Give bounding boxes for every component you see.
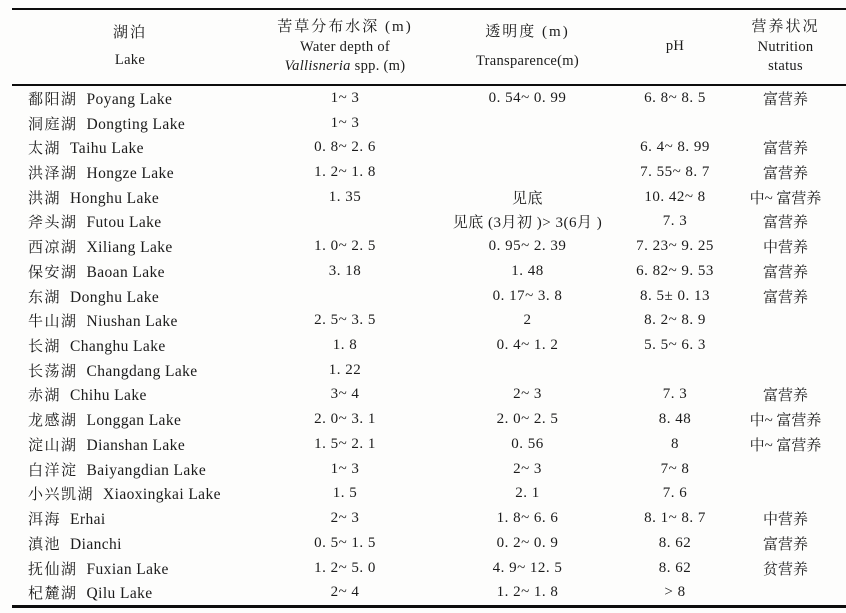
- cell-nutrition-status: 中~ 富营养: [749, 437, 822, 454]
- lake-name-zh: 滇池: [28, 536, 62, 553]
- column-header-depth-en1: Water depth of: [300, 38, 390, 55]
- cell-water-depth: 0. 5~ 1. 5: [314, 534, 376, 551]
- cell-transparence: 4. 9~ 12. 5: [492, 559, 563, 576]
- cell-water-depth: 1. 22: [328, 361, 362, 378]
- lake-name-zh: 淀山湖: [28, 437, 78, 454]
- cell-lake-name: [0, 384, 260, 405]
- column-header-depth: [260, 10, 430, 84]
- cell-nutrition-status: 贫营养: [762, 561, 808, 578]
- lake-name-en: Baiyangdian Lake: [86, 461, 207, 479]
- cell-lake-name: [0, 360, 260, 381]
- cell-transparence: 见底 (3月初 )> 3(6月 ): [452, 215, 603, 232]
- lake-name-zh: 鄱阳湖: [28, 91, 78, 108]
- cell-ph: 6. 4~ 8. 99: [640, 139, 710, 156]
- cell-transparence: 1. 2~ 1. 8: [496, 584, 559, 601]
- lake-name-zh: 洱海: [28, 512, 62, 529]
- cell-lake-name: [0, 459, 260, 480]
- table-row: [0, 259, 846, 284]
- cell-water-depth: 3. 18: [328, 262, 362, 279]
- column-header-nutrition: [725, 10, 846, 84]
- column-header-depth-genus: Vallisneria: [284, 58, 351, 75]
- cell-lake-name: [0, 88, 260, 109]
- cell-transparence: 2. 0~ 2. 5: [496, 411, 559, 428]
- cell-ph: 7. 3: [662, 386, 688, 403]
- lake-name-en: Niushan Lake: [86, 313, 178, 331]
- lake-name-zh: 斧头湖: [28, 215, 78, 232]
- column-header-depth-zh: 苦草分布水深 (m): [277, 19, 413, 36]
- lake-name-zh: 牛山湖: [28, 314, 78, 331]
- cell-nutrition-status: 富营养: [762, 215, 808, 232]
- cell-ph: 8. 62: [658, 534, 692, 551]
- cell-transparence: 0. 95~ 2. 39: [488, 238, 567, 255]
- cell-water-depth: 0. 8~ 2. 6: [314, 139, 376, 156]
- cell-transparence: 0. 54~ 0. 99: [488, 89, 567, 106]
- cell-nutrition-status: 富营养: [762, 141, 808, 158]
- cell-ph: 7. 6: [662, 485, 688, 502]
- cell-water-depth: 2. 0~ 3. 1: [314, 411, 376, 428]
- lake-name-zh: 洪泽湖: [28, 166, 78, 183]
- table-row: [0, 284, 846, 309]
- lake-name-zh: 保安湖: [28, 264, 78, 281]
- table-body: [0, 86, 846, 605]
- table-row: [0, 308, 846, 333]
- cell-transparence: 1. 48: [511, 262, 544, 279]
- cell-water-depth: 1. 5: [332, 485, 358, 502]
- cell-transparence: 0. 2~ 0. 9: [496, 534, 559, 551]
- cell-ph: 8. 2~ 8. 9: [644, 312, 706, 329]
- cell-lake-name: [0, 113, 260, 134]
- cell-ph: 5. 5~ 6. 3: [644, 337, 706, 354]
- lake-name-zh: 白洋淀: [28, 462, 78, 479]
- cell-lake-name: [0, 483, 260, 504]
- table-row: [0, 383, 846, 408]
- table-row: [0, 333, 846, 358]
- cell-water-depth: 2~ 3: [330, 510, 360, 527]
- cell-water-depth: 1. 2~ 5. 0: [314, 559, 376, 576]
- lake-name-en: Changdang Lake: [86, 362, 198, 380]
- cell-ph: 8. 62: [658, 559, 692, 576]
- lake-name-zh: 赤湖: [28, 388, 62, 405]
- table-row: [0, 531, 846, 556]
- table-header-row: [0, 10, 846, 84]
- cell-lake-name: [0, 211, 260, 232]
- column-header-transparence-en: Transparence(m): [475, 53, 579, 70]
- cell-water-depth: 1~ 3: [330, 460, 360, 477]
- cell-lake-name: [0, 335, 260, 356]
- lake-name-en: Dianchi: [70, 535, 122, 553]
- lake-name-en: Xiaoxingkai Lake: [103, 486, 221, 504]
- table-row: [0, 135, 846, 160]
- cell-ph: 7. 55~ 8. 7: [640, 164, 710, 181]
- lake-name-zh: 长湖: [28, 339, 62, 356]
- lake-name-zh: 小兴凯湖: [28, 487, 95, 504]
- column-header-transparence: [430, 10, 625, 84]
- cell-transparence: 0. 17~ 3. 8: [492, 287, 563, 304]
- cell-nutrition-status: 中~ 富营养: [749, 190, 822, 207]
- lake-name-en: Qilu Lake: [86, 585, 153, 603]
- lake-name-en: Xiliang Lake: [86, 239, 173, 257]
- cell-water-depth: 1~ 3: [330, 89, 360, 106]
- cell-lake-name: [0, 236, 260, 257]
- table-row: [0, 407, 846, 432]
- cell-nutrition-status: 富营养: [762, 289, 808, 306]
- column-header-lake-en: Lake: [114, 52, 146, 69]
- table-row: [0, 432, 846, 457]
- column-header-nutrition-zh: 营养状况: [751, 19, 820, 36]
- table-row: [0, 185, 846, 210]
- lake-name-en: Changhu Lake: [70, 338, 166, 356]
- cell-ph: 7~ 8: [660, 460, 690, 477]
- cell-ph: 10. 42~ 8: [644, 188, 706, 205]
- lake-name-en: Erhai: [70, 511, 106, 529]
- cell-transparence: 1. 8~ 6. 6: [496, 510, 559, 527]
- cell-lake-name: [0, 533, 260, 554]
- cell-lake-name: [0, 508, 260, 529]
- lake-name-en: Dongting Lake: [86, 115, 186, 133]
- lake-name-zh: 长荡湖: [28, 363, 78, 380]
- cell-ph: 7. 3: [662, 213, 688, 230]
- column-header-lake-zh: 湖泊: [112, 25, 147, 42]
- cell-nutrition-status: 富营养: [762, 91, 808, 108]
- cell-ph: 6. 8~ 8. 5: [644, 89, 706, 106]
- cell-ph: > 8: [664, 584, 686, 601]
- cell-ph: 8: [671, 435, 679, 452]
- lake-name-en: Poyang Lake: [86, 90, 173, 108]
- cell-water-depth: 1~ 3: [330, 114, 360, 131]
- lake-name-zh: 杞麓湖: [28, 586, 78, 603]
- lake-name-zh: 抚仙湖: [28, 561, 78, 578]
- lake-name-zh: 东湖: [28, 289, 62, 306]
- table-row: [0, 234, 846, 259]
- table-row: [0, 556, 846, 581]
- cell-ph: 6. 82~ 9. 53: [636, 262, 714, 279]
- column-header-transparence-zh: 透明度 (m): [485, 24, 570, 41]
- column-header-nutrition-en2: status: [768, 58, 803, 75]
- lake-name-en: Futou Lake: [86, 214, 162, 232]
- column-header-nutrition-en1: Nutrition: [757, 38, 814, 55]
- cell-nutrition-status: 富营养: [762, 166, 808, 183]
- cell-transparence: 2: [523, 312, 532, 329]
- cell-lake-name: [0, 187, 260, 208]
- lake-name-en: Baoan Lake: [86, 263, 165, 281]
- cell-lake-name: [0, 162, 260, 183]
- cell-water-depth: 1. 8: [332, 337, 358, 354]
- lake-name-en: Taihu Lake: [70, 140, 144, 158]
- cell-nutrition-status: 中营养: [762, 512, 808, 529]
- table-row: [0, 506, 846, 531]
- table-bottom-rule: [12, 605, 846, 608]
- cell-lake-name: [0, 137, 260, 158]
- cell-water-depth: 2~ 4: [330, 584, 360, 601]
- cell-transparence: 2~ 3: [513, 460, 542, 477]
- lake-name-zh: 太湖: [28, 141, 62, 158]
- table-row: [0, 482, 846, 507]
- cell-lake-name: [0, 558, 260, 579]
- lake-name-zh: 洪湖: [28, 190, 62, 207]
- lake-name-en: Fuxian Lake: [86, 560, 169, 578]
- cell-lake-name: [0, 261, 260, 282]
- cell-transparence: 0. 56: [511, 435, 544, 452]
- table-row: [0, 457, 846, 482]
- cell-ph: 8. 1~ 8. 7: [644, 510, 706, 527]
- cell-water-depth: 1. 2~ 1. 8: [314, 164, 376, 181]
- cell-water-depth: 2. 5~ 3. 5: [314, 312, 376, 329]
- cell-transparence: 0. 4~ 1. 2: [496, 337, 559, 354]
- cell-ph: 8. 48: [658, 411, 692, 428]
- table-row: [0, 580, 846, 605]
- table-row: [0, 210, 846, 235]
- lake-name-en: Longgan Lake: [86, 412, 182, 430]
- cell-transparence: 2. 1: [515, 485, 540, 502]
- column-header-ph-label: pH: [665, 38, 685, 55]
- column-header-ph: [625, 10, 725, 84]
- lake-name-zh: 西凉湖: [28, 240, 78, 257]
- lake-name-zh: 洞庭湖: [28, 116, 78, 133]
- cell-lake-name: [0, 286, 260, 307]
- cell-ph: 7. 23~ 9. 25: [636, 238, 714, 255]
- cell-lake-name: [0, 409, 260, 430]
- cell-nutrition-status: 富营养: [762, 388, 808, 405]
- cell-nutrition-status: 中营养: [762, 240, 808, 257]
- cell-ph: 8. 5± 0. 13: [640, 287, 710, 304]
- column-header-lake: [0, 10, 260, 84]
- cell-lake-name: [0, 582, 260, 603]
- cell-water-depth: 1. 35: [328, 188, 362, 205]
- cell-water-depth: 3~ 4: [330, 386, 360, 403]
- lake-name-en: Donghu Lake: [70, 288, 160, 306]
- cell-water-depth: 1. 5~ 2. 1: [314, 435, 376, 452]
- column-header-depth-en2: [285, 57, 406, 77]
- cell-nutrition-status: 富营养: [762, 264, 808, 281]
- lake-name-en: Chihu Lake: [70, 387, 147, 405]
- lake-name-zh: 龙感湖: [28, 413, 78, 430]
- cell-lake-name: [0, 434, 260, 455]
- table-row: [0, 160, 846, 185]
- cell-water-depth: 1. 0~ 2. 5: [314, 238, 376, 255]
- cell-nutrition-status: 中~ 富营养: [749, 413, 822, 430]
- cell-lake-name: [0, 310, 260, 331]
- table-row: [0, 111, 846, 136]
- table-row: [0, 358, 846, 383]
- cell-transparence: 2~ 3: [513, 386, 542, 403]
- column-header-depth-spp: spp. (m): [350, 58, 406, 75]
- cell-nutrition-status: 富营养: [762, 536, 808, 553]
- lake-name-en: Dianshan Lake: [86, 436, 186, 454]
- lake-name-en: Hongze Lake: [86, 165, 174, 183]
- table-row: [0, 86, 846, 111]
- cell-transparence: 见底: [511, 190, 543, 207]
- lake-name-en: Honghu Lake: [70, 189, 160, 207]
